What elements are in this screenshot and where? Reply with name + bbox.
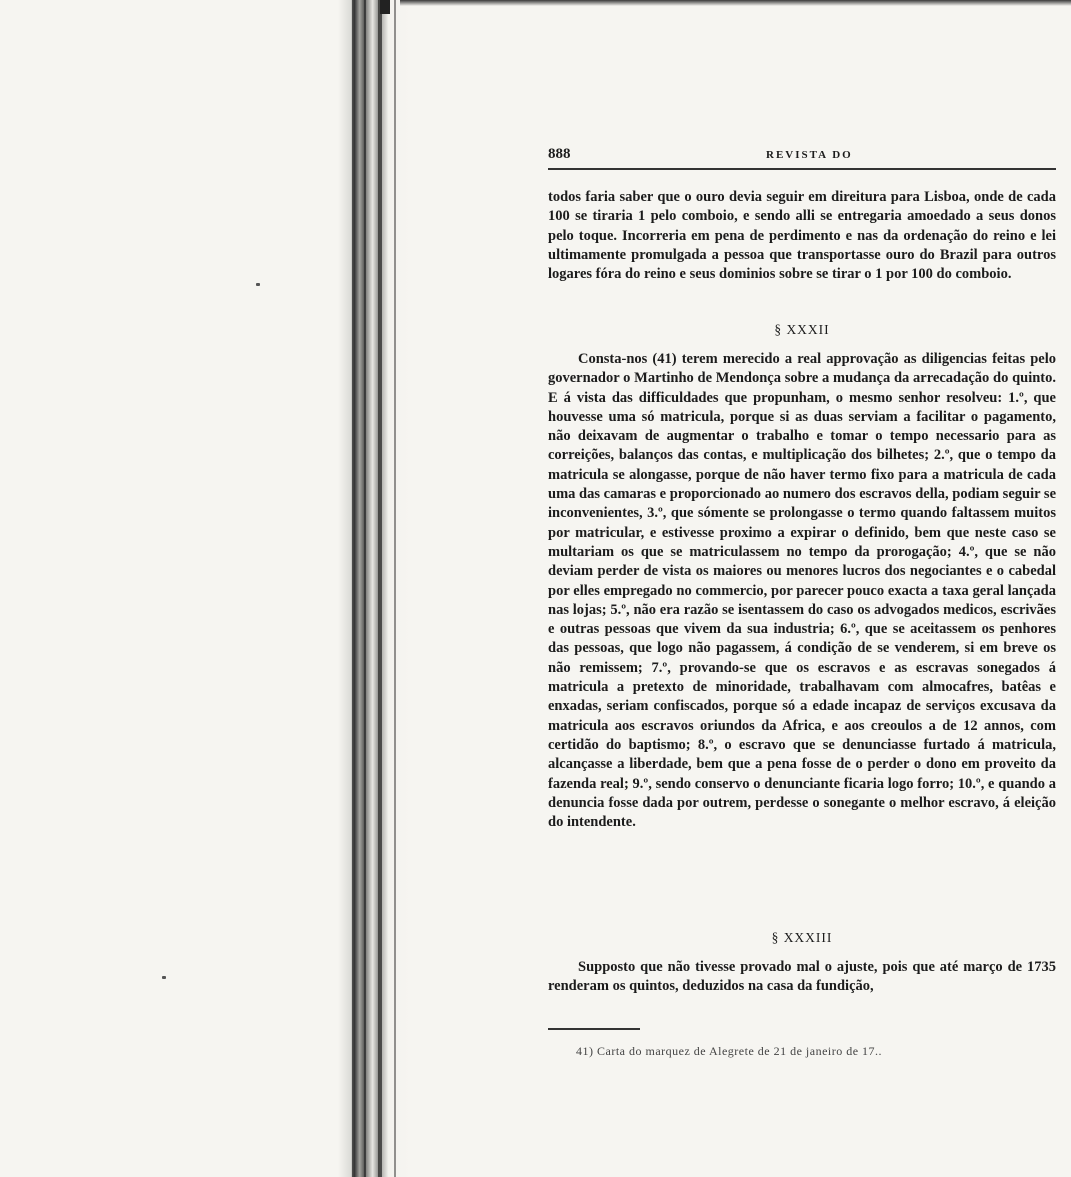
running-title: REVISTA DO: [766, 149, 853, 161]
paragraph-continuation: todos faria saber que o ouro devia seguir em direitura para Lisboa, onde de cada 100 se tiraria 1 pelo comboio, e sendo alli se entregaria amoedado a seus donos pelo toque. Incorreria em pena de perdimento e nas da ordenação do reino e lei ultimamente promulgada a pessoa que transportasse ouro do Brazil para outros logares fóra do reino e seus dominios sobre se tirar o 1 por 100 do comboio.: [548, 189, 1056, 283]
paragraph-section-xxxii: Consta-nos (41) terem merecido a real approvação as diligencias feitas pelo governador o Martinho de Mendonça sobre a mudança da arrecadação do quinto. E á vista das difficuldades que propunham, o mesmo senhor resolveu: 1.º, que houvesse uma só matricula, porque si as duas serviam a facilitar o pagamento, não deixavam de augmentar o trabalho e tomar o tempo necessario para as correições, balanços das contas, e multiplicação dos bilhetes; 2.º, que o tempo da matricula se alongasse, porque de não haver termo fixo para a matricula de cada uma das camaras e proporcionado ao numero dos escravos della, podiam seguir se inconvenientes, 3.º, que sómente se prolongasse o termo quando faltassem muitos por matricular, e estivesse proximo a expirar o definido, bem que neste caso se multariam os que se matriculassem no tempo da prorogação; 4.º, que se não deviam perder de vista os maiores ou menores lucros dos negociantes e o cabedal por elles empregado no commercio, por parecer pouco exacta a taxa geral lançada nas lojas; 5.º, não era razão se isentassem do caso os advogados medicos, escrivães e outras pessoas que vivem da sua industria; 6.º, que se aceitassem os penhores das pessoas, que logo não pagassem, á condição de se venderem, si em breve os não remissem; 7.º, provando-se que os escravos e as escravas sonegados á matricula a pretexto de minoridade, trabalhavam com almocafres, batêas e enxadas, seriam confiscados, porque só a edade incapaz de serviços excusava da matricula aos escravos oriundos da Africa, e aos creoulos a de 12 annos, com certidão do baptismo; 8.º, o escravo que se denunciasse furtado á matricula, alcançasse a liberdade, bem que a pena fosse de o perder o dono em proveito da fazenda real; 9.º, sendo conservo o denunciante ficaria logo forro; 10.º, e quando a denuncia fosse dada por outrem, perdesse o sonegante o melhor escravo, á eleição do intendente.: [548, 351, 1056, 831]
section-heading-xxxii: § XXXII: [774, 322, 830, 337]
scan-speck: [256, 283, 260, 286]
footnote-rule: [548, 1028, 640, 1030]
page-corner-shadow: [380, 0, 390, 14]
binding-edge-line: [352, 0, 355, 1177]
scan-speck: [162, 976, 166, 979]
binding-edge-line: [364, 0, 366, 1177]
page-top-edge-shadow: [400, 0, 1071, 6]
footnote: 41) Carta do marquez de Alegrete de 21 de janeiro de 17..: [576, 1044, 883, 1058]
page-content: [548, 142, 1056, 1058]
page-number: 888: [548, 146, 571, 162]
header-rule: [548, 168, 1056, 170]
binding-edge-line: [378, 0, 382, 1177]
book-binding-shadow: [338, 0, 410, 1177]
section-heading-xxxiii: § XXXIII: [771, 930, 833, 945]
binding-edge-line: [394, 0, 396, 1177]
page-header: [548, 142, 1056, 164]
paragraph-section-xxxiii: Supposto que não tivesse provado mal o ajuste, pois que até março de 1735 renderam os quintos, deduzidos na casa da fundição,: [548, 959, 1056, 995]
